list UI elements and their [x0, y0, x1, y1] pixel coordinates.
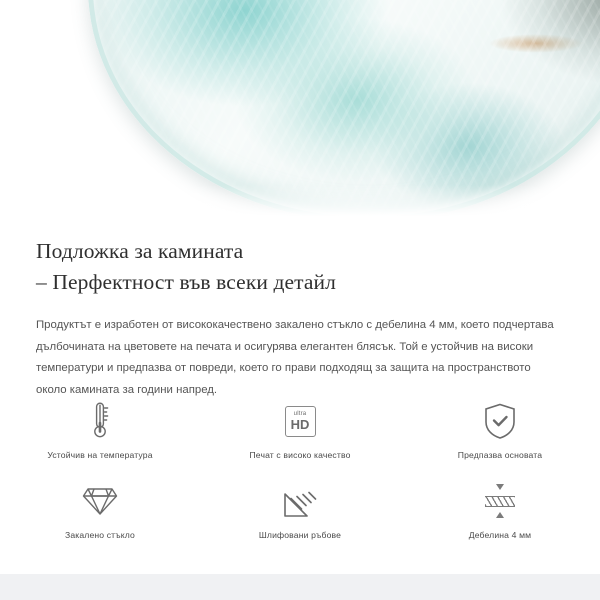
feature-label: Дебелина 4 мм — [468, 530, 532, 540]
arrow-down-icon — [496, 484, 504, 490]
feature-polished-edges — [200, 478, 400, 540]
body-paragraph: Продуктът е изработен от висококачествено закалено стъкло с дебелина 4 мм, което подчертава дълбочината на цветовете на печата и осигурява елегантен блясък. Той е устойчив на високи температури и предпазва от повреди, което го прави подходящ за защита на пространството около камината за години напред. — [36, 319, 554, 396]
feature-label: Предпазва основата — [457, 450, 543, 460]
hero-bottom-fade — [0, 185, 600, 225]
headline-line-2: – Перфектност във всеки детайл — [36, 270, 336, 294]
headline-line-1: Подложка за камината — [36, 239, 244, 263]
glass-thickness-hatch — [485, 496, 515, 507]
feature-grid — [0, 398, 600, 540]
hero-image-area — [0, 0, 600, 225]
ultra-hd-badge-icon — [285, 398, 316, 444]
text-content-block — [0, 225, 600, 401]
feature-tempered-glass — [0, 478, 200, 540]
polished-edges-icon — [283, 478, 317, 524]
thickness-arrows-icon — [483, 478, 517, 524]
arrow-up-icon — [496, 512, 504, 518]
diamond-icon — [82, 478, 118, 524]
feature-label: Шлифовани ръбове — [258, 530, 342, 540]
feature-label: Устойчив на температура — [47, 450, 153, 460]
feature-high-quality-print — [200, 398, 400, 460]
page-title — [36, 236, 564, 298]
thermometer-icon — [90, 398, 110, 444]
feature-label: Закалено стъкло — [64, 530, 135, 540]
feature-label: Печат с високо качество — [249, 450, 351, 460]
feature-protects-surface — [400, 398, 600, 460]
bottom-bar — [0, 574, 600, 600]
feature-thickness — [400, 478, 600, 540]
badge-small-text: ultra — [293, 411, 307, 417]
shield-check-icon — [483, 398, 517, 444]
badge-big-text: HD — [290, 417, 310, 432]
feature-temperature-resistant — [0, 398, 200, 460]
